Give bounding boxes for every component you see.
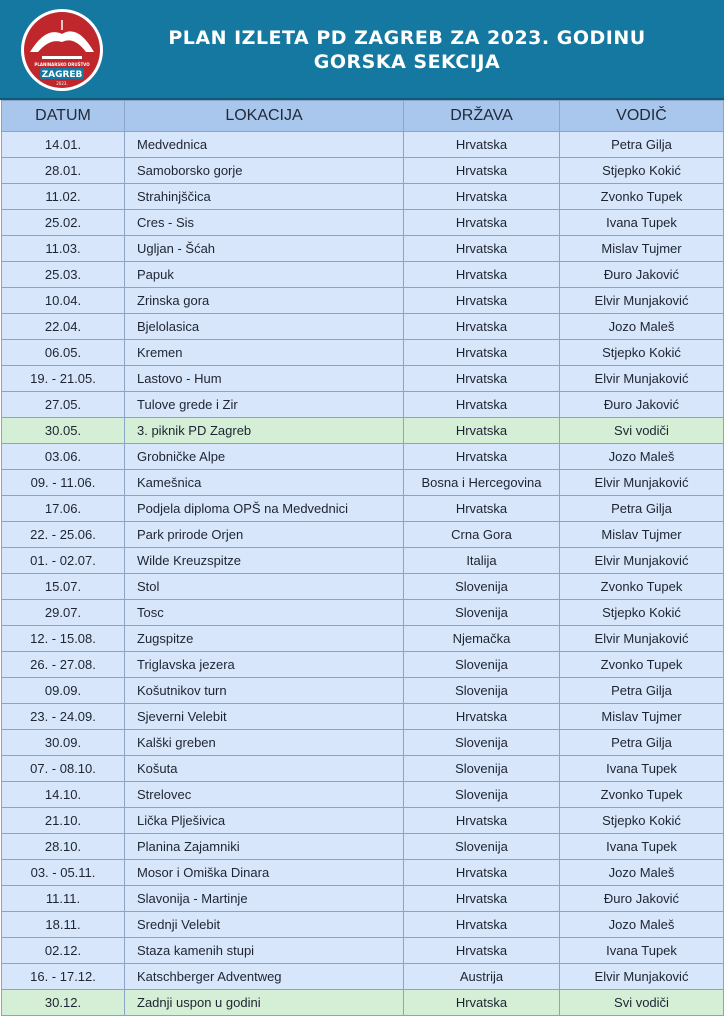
- cell-date: 07. - 08.10.: [2, 756, 125, 782]
- cell-location: Podjela diploma OPŠ na Medvednici: [125, 496, 404, 522]
- cell-date: 28.01.: [2, 158, 125, 184]
- cell-guide: Zvonko Tupek: [560, 184, 724, 210]
- cell-country: Hrvatska: [404, 262, 560, 288]
- cell-date: 22.04.: [2, 314, 125, 340]
- cell-date: 18.11.: [2, 912, 125, 938]
- cell-date: 30.12.: [2, 990, 125, 1016]
- cell-guide: Stjepko Kokić: [560, 158, 724, 184]
- table-row: [2, 652, 724, 678]
- table-row: [2, 678, 724, 704]
- cell-country: Hrvatska: [404, 418, 560, 444]
- cell-country: Hrvatska: [404, 366, 560, 392]
- cell-location: Tulove grede i Zir: [125, 392, 404, 418]
- table-row: [2, 314, 724, 340]
- cell-guide: Zvonko Tupek: [560, 782, 724, 808]
- logo-top-text: PLANINARSKO DRUŠTVO: [34, 62, 90, 67]
- cell-country: Njemačka: [404, 626, 560, 652]
- cell-country: Slovenija: [404, 834, 560, 860]
- cell-date: 03.06.: [2, 444, 125, 470]
- cell-date: 21.10.: [2, 808, 125, 834]
- cell-guide: Jozo Maleš: [560, 912, 724, 938]
- cell-guide: Stjepko Kokić: [560, 808, 724, 834]
- cell-guide: Elvir Munjaković: [560, 548, 724, 574]
- cell-country: Slovenija: [404, 782, 560, 808]
- cell-country: Italija: [404, 548, 560, 574]
- cell-country: Hrvatska: [404, 158, 560, 184]
- cell-guide: Zvonko Tupek: [560, 574, 724, 600]
- cell-guide: Ivana Tupek: [560, 938, 724, 964]
- cell-location: 3. piknik PD Zagreb: [125, 418, 404, 444]
- cell-date: 14.01.: [2, 132, 125, 158]
- cell-country: Hrvatska: [404, 860, 560, 886]
- cell-date: 17.06.: [2, 496, 125, 522]
- cell-country: Hrvatska: [404, 184, 560, 210]
- cell-date: 03. - 05.11.: [2, 860, 125, 886]
- cell-date: 14.10.: [2, 782, 125, 808]
- cell-country: Hrvatska: [404, 392, 560, 418]
- cell-date: 19. - 21.05.: [2, 366, 125, 392]
- table-row: [2, 444, 724, 470]
- cell-date: 27.05.: [2, 392, 125, 418]
- cell-location: Grobničke Alpe: [125, 444, 404, 470]
- cell-guide: Svi vodiči: [560, 418, 724, 444]
- cell-date: 28.10.: [2, 834, 125, 860]
- cell-location: Wilde Kreuzspitze: [125, 548, 404, 574]
- cell-date: 11.03.: [2, 236, 125, 262]
- cell-date: 22. - 25.06.: [2, 522, 125, 548]
- cell-guide: Mislav Tujmer: [560, 236, 724, 262]
- cell-guide: Đuro Jaković: [560, 392, 724, 418]
- cell-country: Slovenija: [404, 730, 560, 756]
- table-row: [2, 600, 724, 626]
- cell-country: Hrvatska: [404, 886, 560, 912]
- cell-guide: Petra Gilja: [560, 678, 724, 704]
- cell-guide: Ivana Tupek: [560, 756, 724, 782]
- cell-country: Austrija: [404, 964, 560, 990]
- cell-guide: Đuro Jaković: [560, 262, 724, 288]
- cell-location: Medvednica: [125, 132, 404, 158]
- cell-guide: Mislav Tujmer: [560, 704, 724, 730]
- table-header-row: [2, 101, 724, 132]
- logo-name: ZAGREB: [41, 70, 83, 80]
- table-row: [2, 834, 724, 860]
- cell-location: Triglavska jezera: [125, 652, 404, 678]
- cell-location: Srednji Velebit: [125, 912, 404, 938]
- cell-location: Sjeverni Velebit: [125, 704, 404, 730]
- table-row: [2, 704, 724, 730]
- cell-location: Planina Zajamniki: [125, 834, 404, 860]
- table-row: [2, 574, 724, 600]
- table-row: [2, 184, 724, 210]
- table-row: [2, 886, 724, 912]
- cell-guide: Elvir Munjaković: [560, 470, 724, 496]
- cell-country: Bosna i Hercegovina: [404, 470, 560, 496]
- logo-ridge: [42, 56, 82, 59]
- cell-location: Papuk: [125, 262, 404, 288]
- table-row: [2, 782, 724, 808]
- page-title: [110, 26, 704, 74]
- cell-guide: Jozo Maleš: [560, 860, 724, 886]
- cell-location: Strahinjščica: [125, 184, 404, 210]
- table-row: [2, 626, 724, 652]
- table-row: [2, 236, 724, 262]
- table-row: [2, 860, 724, 886]
- table-row: [2, 548, 724, 574]
- table-row: [2, 756, 724, 782]
- table-body: [2, 132, 724, 1016]
- cell-country: Crna Gora: [404, 522, 560, 548]
- cell-date: 25.03.: [2, 262, 125, 288]
- cell-guide: Stjepko Kokić: [560, 340, 724, 366]
- cell-date: 02.12.: [2, 938, 125, 964]
- table-row: [2, 964, 724, 990]
- cell-location: Kremen: [125, 340, 404, 366]
- cell-guide: Petra Gilja: [560, 730, 724, 756]
- cell-guide: Petra Gilja: [560, 496, 724, 522]
- cell-date: 29.07.: [2, 600, 125, 626]
- cell-country: Slovenija: [404, 600, 560, 626]
- cell-country: Hrvatska: [404, 210, 560, 236]
- table-row: [2, 496, 724, 522]
- cell-country: Hrvatska: [404, 808, 560, 834]
- cell-guide: Mislav Tujmer: [560, 522, 724, 548]
- table-row: [2, 938, 724, 964]
- table-row: [2, 366, 724, 392]
- cell-date: 16. - 17.12.: [2, 964, 125, 990]
- cell-country: Slovenija: [404, 756, 560, 782]
- cell-location: Zrinska gora: [125, 288, 404, 314]
- column-header-country: DRŽAVA: [404, 101, 560, 132]
- cell-date: 09. - 11.06.: [2, 470, 125, 496]
- table-row: [2, 522, 724, 548]
- page-header: [0, 0, 724, 100]
- cell-guide: Elvir Munjaković: [560, 964, 724, 990]
- cell-location: Samoborsko gorje: [125, 158, 404, 184]
- cell-location: Ugljan - Šćah: [125, 236, 404, 262]
- cell-guide: Svi vodiči: [560, 990, 724, 1016]
- cell-guide: Jozo Maleš: [560, 444, 724, 470]
- club-logo: [20, 8, 104, 92]
- cell-date: 30.05.: [2, 418, 125, 444]
- cell-location: Bjelolasica: [125, 314, 404, 340]
- cell-location: Tosc: [125, 600, 404, 626]
- cell-guide: Ivana Tupek: [560, 210, 724, 236]
- table-row: [2, 158, 724, 184]
- cell-date: 01. - 02.07.: [2, 548, 125, 574]
- table-row: [2, 990, 724, 1016]
- trip-plan-table: [1, 100, 724, 1016]
- cell-location: Kamešnica: [125, 470, 404, 496]
- cell-date: 11.02.: [2, 184, 125, 210]
- cell-location: Stol: [125, 574, 404, 600]
- cell-country: Hrvatska: [404, 314, 560, 340]
- cell-location: Slavonija - Martinje: [125, 886, 404, 912]
- cell-country: Hrvatska: [404, 912, 560, 938]
- table-row: [2, 912, 724, 938]
- table-row: [2, 288, 724, 314]
- cell-location: Strelovec: [125, 782, 404, 808]
- cell-country: Hrvatska: [404, 444, 560, 470]
- table-row: [2, 418, 724, 444]
- cell-guide: Zvonko Tupek: [560, 652, 724, 678]
- cell-country: Hrvatska: [404, 938, 560, 964]
- cell-country: Hrvatska: [404, 340, 560, 366]
- logo-year: 2023.: [56, 81, 68, 86]
- cell-location: Katschberger Adventweg: [125, 964, 404, 990]
- cell-guide: Petra Gilja: [560, 132, 724, 158]
- cell-country: Hrvatska: [404, 704, 560, 730]
- cell-location: Kalški greben: [125, 730, 404, 756]
- table-row: [2, 340, 724, 366]
- title-line-1: PLAN IZLETA PD ZAGREB ZA 2023. GODINU: [168, 27, 646, 49]
- cell-location: Lička Plješivica: [125, 808, 404, 834]
- table-row: [2, 210, 724, 236]
- table-row: [2, 730, 724, 756]
- cell-country: Hrvatska: [404, 496, 560, 522]
- cell-guide: Stjepko Kokić: [560, 600, 724, 626]
- cell-guide: Đuro Jaković: [560, 886, 724, 912]
- cell-location: Zadnji uspon u godini: [125, 990, 404, 1016]
- cell-date: 06.05.: [2, 340, 125, 366]
- column-header-guide: VODIČ: [560, 101, 724, 132]
- cell-country: Hrvatska: [404, 288, 560, 314]
- cell-country: Slovenija: [404, 574, 560, 600]
- cell-location: Park prirode Orjen: [125, 522, 404, 548]
- table-row: [2, 808, 724, 834]
- cell-date: 10.04.: [2, 288, 125, 314]
- cell-date: 26. - 27.08.: [2, 652, 125, 678]
- column-header-date: DATUM: [2, 101, 125, 132]
- cell-guide: Elvir Munjaković: [560, 626, 724, 652]
- title-line-2: GORSKA SEKCIJA: [313, 51, 501, 73]
- cell-date: 11.11.: [2, 886, 125, 912]
- cell-guide: Jozo Maleš: [560, 314, 724, 340]
- table-row: [2, 132, 724, 158]
- column-header-location: LOKACIJA: [125, 101, 404, 132]
- cell-location: Zugspitze: [125, 626, 404, 652]
- cell-country: Hrvatska: [404, 236, 560, 262]
- cell-guide: Elvir Munjaković: [560, 288, 724, 314]
- cell-date: 09.09.: [2, 678, 125, 704]
- cell-date: 15.07.: [2, 574, 125, 600]
- cell-location: Mosor i Omiška Dinara: [125, 860, 404, 886]
- cell-country: Hrvatska: [404, 990, 560, 1016]
- table-row: [2, 470, 724, 496]
- table-row: [2, 262, 724, 288]
- cell-location: Košutnikov turn: [125, 678, 404, 704]
- cell-location: Cres - Sis: [125, 210, 404, 236]
- cell-guide: Ivana Tupek: [560, 834, 724, 860]
- cell-location: Staza kamenih stupi: [125, 938, 404, 964]
- cell-country: Hrvatska: [404, 132, 560, 158]
- cell-country: Slovenija: [404, 652, 560, 678]
- cell-date: 25.02.: [2, 210, 125, 236]
- cell-date: 30.09.: [2, 730, 125, 756]
- cell-location: Lastovo - Hum: [125, 366, 404, 392]
- cell-country: Slovenija: [404, 678, 560, 704]
- table-row: [2, 392, 724, 418]
- cell-location: Košuta: [125, 756, 404, 782]
- cell-date: 12. - 15.08.: [2, 626, 125, 652]
- cell-date: 23. - 24.09.: [2, 704, 125, 730]
- cell-guide: Elvir Munjaković: [560, 366, 724, 392]
